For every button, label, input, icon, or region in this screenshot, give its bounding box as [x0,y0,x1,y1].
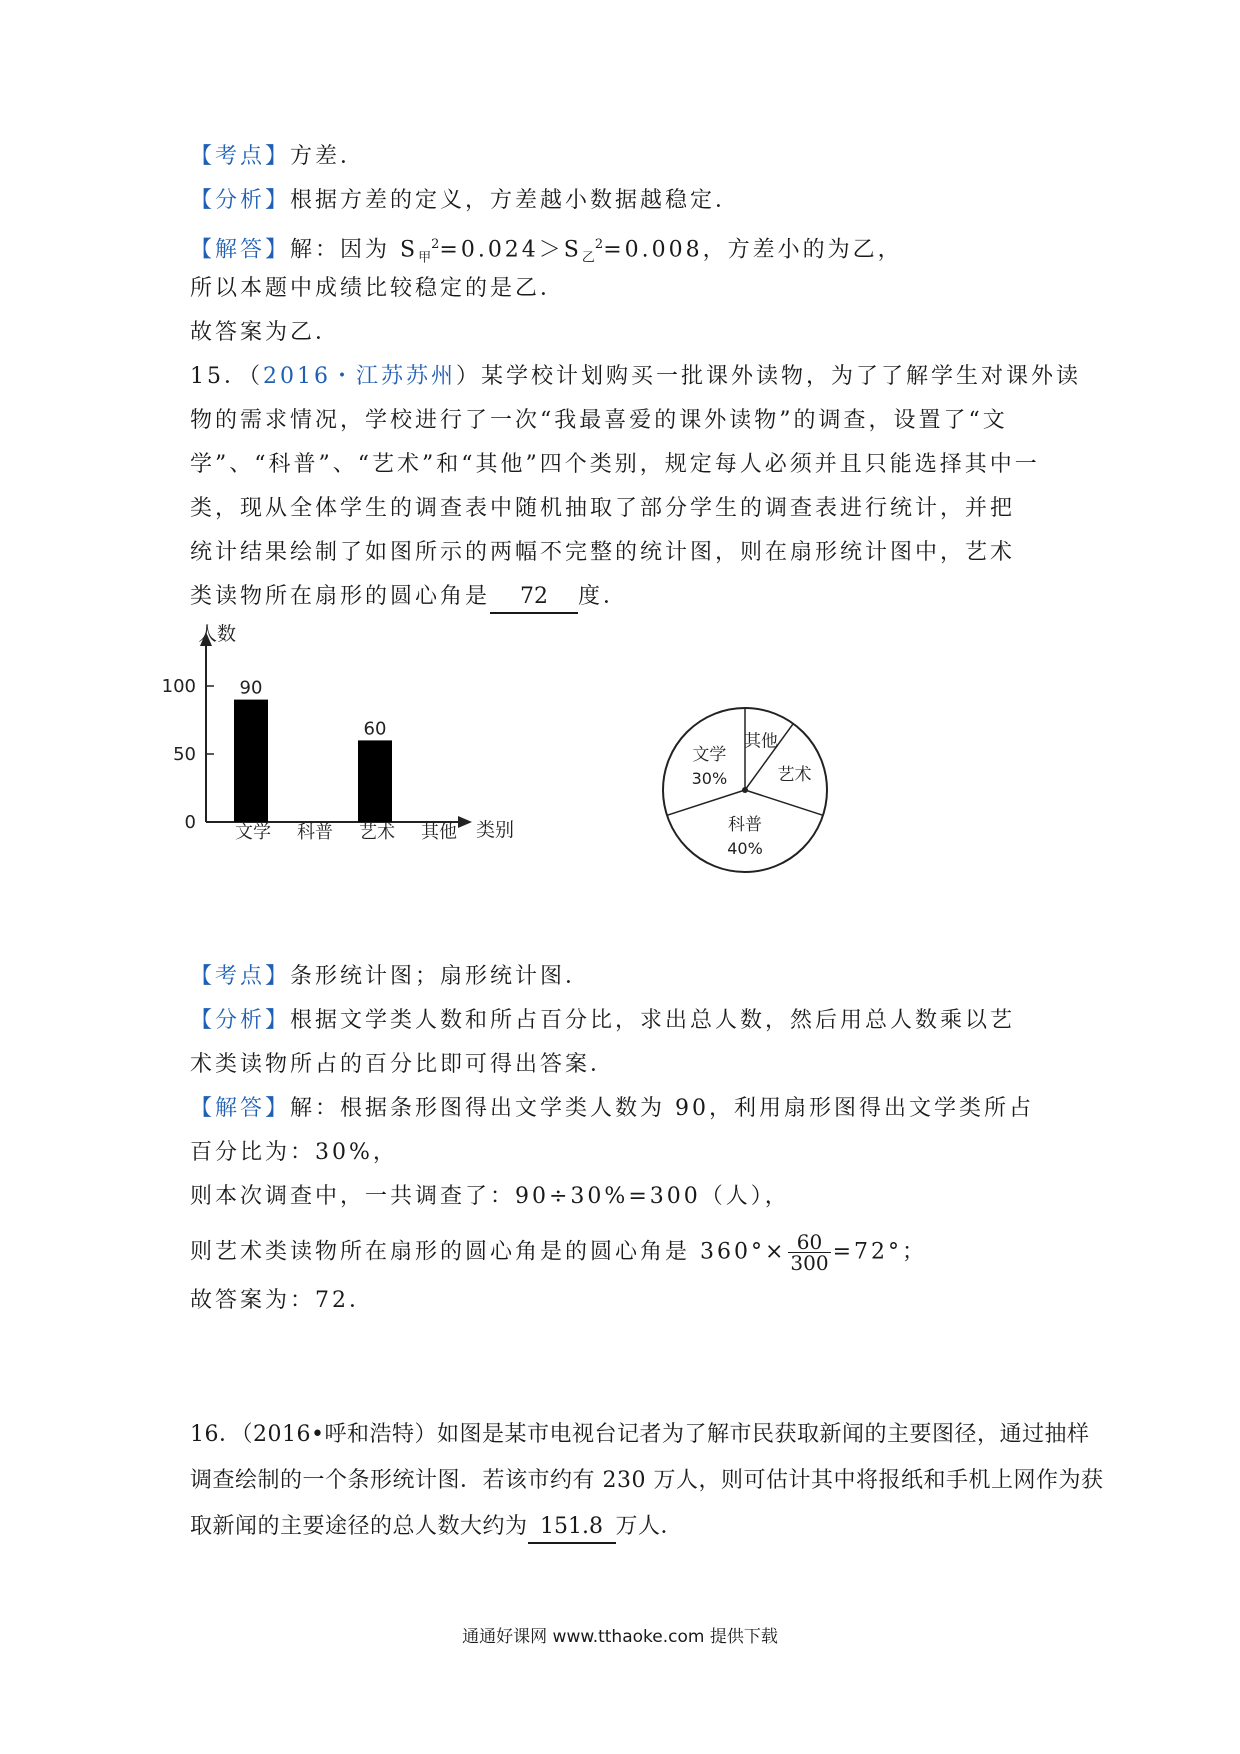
q15-stem-line1 [190,362,1082,392]
q15-number: 15．（ [190,364,263,389]
q15-jieda-line2: 百分比为：30%， [190,1140,398,1165]
sub-yi: 乙 [581,250,595,266]
q15-jieda-line5: 故答案为：72． [190,1288,374,1313]
q15-stem-line5: 统计结果绘制了如图所示的两幅不完整的统计图，则在扇形统计图中，艺术 [190,540,1016,565]
fraction [788,1232,830,1273]
pie-label-科普: 科普 [728,815,762,835]
q15-jieda-text4-post: =72°； [832,1239,928,1265]
q15-stem-line6 [190,582,1070,614]
q14-line3: 故答案为乙． [190,320,341,345]
pie-slice-edge-科普 [745,790,823,815]
q15-source: 2016・江苏苏州 [263,364,456,389]
y-tick-label: 0 [184,812,196,833]
q15-stem6-pre: 类读物所在扇形的圆心角是 [190,584,491,609]
q15-fenxi-line2: 术类读物所占的百分比即可得出答案． [190,1052,616,1077]
bar-文学 [234,700,268,822]
bar-data-label: 90 [239,677,263,699]
jieda-pre: 解：因为 S [290,237,419,263]
q15-stem-line3: 学”、“科普”、“艺术”和“其他”四个类别，规定每人必须并且只能选择其中一 [190,452,1040,477]
y-tick-label: 50 [173,744,196,765]
q15-close: ） [456,364,482,389]
q15-stem6-post: 度． [578,584,629,609]
sub-jia: 甲 [418,250,432,266]
q15-fenxi-tag: 【分析】 [190,1008,291,1033]
q16-line1: 16．（2016•呼和浩特）如图是某市电视台记者为了解市民获取新闻的主要图径，通过抽样 [190,1422,1090,1447]
y-axis-label: 人数 [198,623,237,645]
sup-1: 2 [431,237,440,252]
x-tick-label: 其他 [421,822,457,843]
q15-jieda-text1: 解：根据条形图得出文学类人数为 90，利用扇形图得出文学类所占 [290,1096,1035,1121]
bar-data-label: 60 [363,718,387,740]
pie-pct-label-科普: 40% [727,839,763,858]
jieda-mid: =0.024＞S [439,237,582,263]
x-tick-label: 文学 [235,822,271,843]
kaodian-tag: 【考点】 [190,144,291,169]
q16-line2: 调查绘制的一个条形统计图．若该市约有 230 万人，则可估计其中将报纸和手机上网作为获 [190,1468,1104,1493]
fenxi-text: 根据方差的定义，方差越小数据越稳定． [290,188,741,213]
q14-jieda-line [190,230,1070,274]
q15-jieda-line [190,1094,1070,1124]
q15-answer-blank: 72 [490,582,578,614]
x-tick-label: 科普 [297,822,333,843]
bar-chart [161,622,600,952]
pie-chart [640,680,860,900]
q15-jieda-tag: 【解答】 [190,1096,291,1121]
sup-2: 2 [594,237,604,252]
bar-艺术 [358,740,392,822]
x-axis-label: 类别 [476,819,515,841]
q16-line3-post: 万人． [615,1514,684,1539]
q14-kaodian-line [190,142,1070,172]
pie-label-其他: 其他 [744,731,779,752]
q16-answer-blank: 151.8 [528,1512,616,1544]
y-tick-label: 100 [161,676,196,697]
q15-fenxi-line [190,1006,1070,1036]
pie-pct-label-文学: 30% [691,769,728,789]
footer: 通通好课网 www.tthaoke.com 提供下载 [462,1627,778,1647]
x-tick-label: 艺术 [359,822,395,843]
q16-line3 [190,1512,1070,1544]
jieda-tag: 【解答】 [190,237,291,263]
q15-stem-line2: 物的需求情况，学校进行了一次“我最喜爱的课外读物”的调查，设置了“文 [190,408,1008,433]
pie-slice-edge-文学 [667,790,745,815]
q15-jieda-line3: 则本次调查中，一共调查了：90÷30%=300（人）， [190,1184,790,1209]
kaodian-text: 方差． [290,144,366,169]
jieda-post: =0.008，方差小的为乙， [603,237,903,263]
pie-center [742,787,748,793]
q15-stem-line4: 类，现从全体学生的调查表中随机抽取了部分学生的调查表进行统计，并把 [190,496,1016,521]
fraction-numerator: 60 [788,1232,830,1253]
q15-fenxi-text1: 根据文学类人数和所占百分比，求出总人数，然后用总人数乘以艺 [290,1008,1016,1033]
pie-label-文学: 文学 [692,745,727,766]
fraction-denominator: 300 [790,1251,829,1275]
q15-jieda-text4-pre: 则艺术类读物所在扇形的圆心角是的圆心角是 360°× [190,1239,787,1265]
q15-jieda-line4 [190,1232,1070,1273]
q14-line2: 所以本题中成绩比较稳定的是乙． [190,276,566,301]
q14-fenxi-line [190,186,1070,216]
x-axis-arrow [458,816,472,828]
pie-label-艺术: 艺术 [777,764,812,785]
q16-line3-pre: 取新闻的主要途径的总人数大约为 [190,1514,528,1539]
q15-kaodian-tag: 【考点】 [190,964,291,989]
q15-kaodian-line [190,962,1070,992]
fenxi-tag: 【分析】 [190,188,291,213]
q15-stem1: 某学校计划购买一批课外读物，为了了解学生对课外读 [481,364,1082,389]
q15-kaodian-text: 条形统计图；扇形统计图． [290,964,591,989]
